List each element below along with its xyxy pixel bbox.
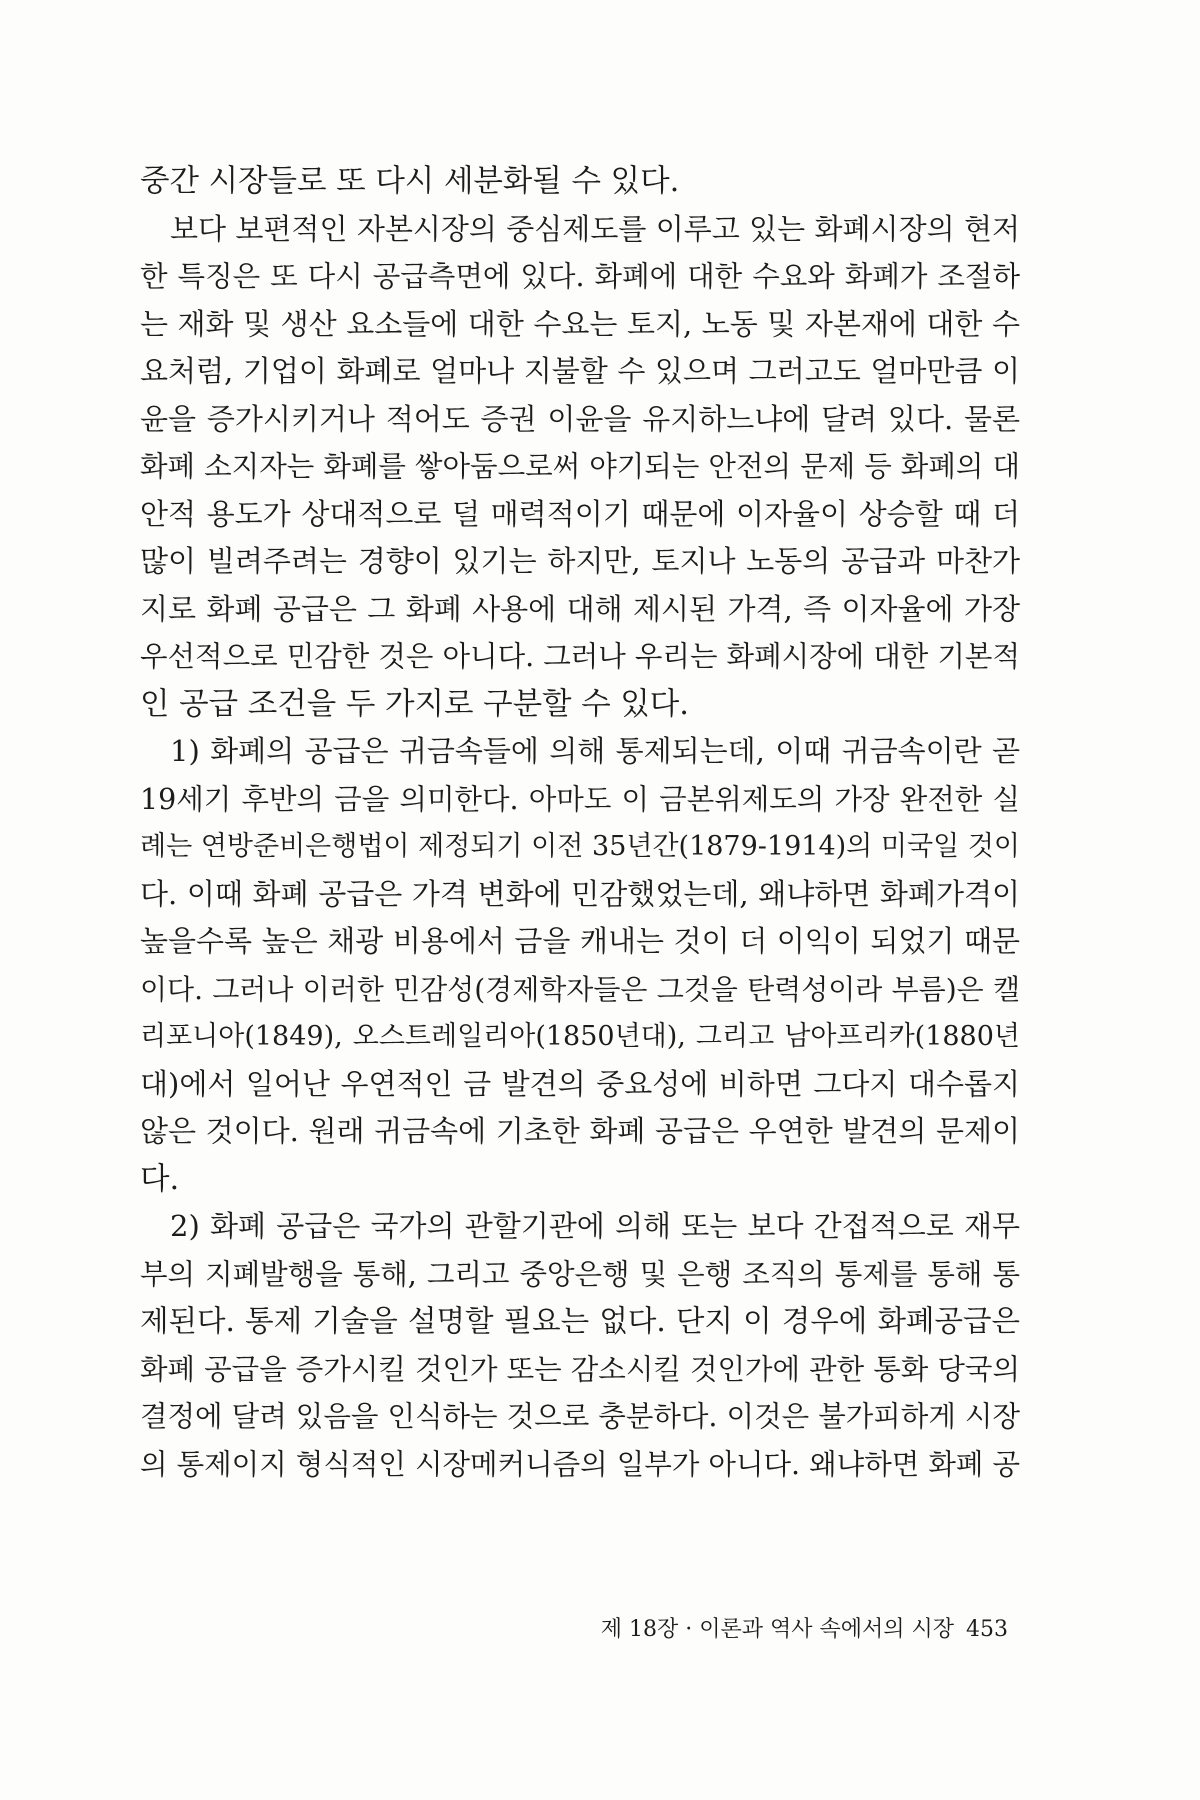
text-line: 않은 것이다. 원래 귀금속에 기초한 화폐 공급은 우연한 발견의 문제이 [140,1114,1020,1148]
text-line: 다. [140,1161,180,1197]
text-line: 2) 화폐 공급은 국가의 관할기관에 의해 또는 보다 간접적으로 재무 [170,1209,1020,1243]
text-line: 대)에서 일어난 우연적인 금 발견의 중요성에 비하면 그다지 대수롭지 [140,1066,1020,1101]
text-line: 19세기 후반의 금을 의미한다. 아마도 이 금본위제도의 가장 완전한 실 [140,782,1020,816]
text-line: 1) 화폐의 공급은 귀금속들에 의해 통제되는데, 이때 귀금속이란 곧 [170,734,1020,768]
text-line: 는 재화 및 생산 요소들에 대한 수요는 토지, 노동 및 자본재에 대한 수 [140,306,1020,341]
running-head: 제 18장 · 이론과 역사 속에서의 시장 [600,1617,954,1642]
text-line: 한 특징은 또 다시 공급측면에 있다. 화폐에 대한 수요와 화폐가 조절하 [140,260,1020,293]
text-line: 안적 용도가 상대적으로 덜 매력적이기 때문에 이자율이 상승할 때 더 [140,496,1020,531]
text-line: 윤을 증가시키거나 적어도 증권 이윤을 유지하느냐에 달려 있다. 물론 [140,401,1020,436]
text-line: 례는 연방준비은행법이 제정되기 이전 35년간(1879-1914)의 미국일 것이 [140,831,1020,862]
page-number: 453 [966,1617,1008,1642]
text-line: 요처럼, 기업이 화폐로 얼마나 지불할 수 있으며 그러고도 얼마만큼 이 [140,354,1020,388]
text-line: 다. 이때 화폐 공급은 가격 변화에 민감했었는데, 왜냐하면 화폐가격이 [140,876,1020,911]
text-line: 우선적으로 민감한 것은 아니다. 그러나 우리는 화폐시장에 대한 기본적 [140,640,1020,673]
text-line: 중간 시장들로 또 다시 세분화될 수 있다. [140,164,680,199]
text-line: 리포니아(1849), 오스트레일리아(1850년대), 그리고 남아프리카(1880년 [140,1021,1020,1052]
text-line: 지로 화폐 공급은 그 화폐 사용에 대해 제시된 가격, 즉 이자율에 가장 [140,591,1020,626]
body-text [140,158,1020,1488]
text-line: 결정에 달려 있음을 인식하는 것으로 충분하다. 이것은 불가피하게 시장 [140,1400,1020,1433]
page-footer [601,1612,1008,1643]
text-line: 부의 지폐발행을 통해, 그리고 중앙은행 및 은행 조직의 통제를 통해 통 [140,1257,1020,1291]
text-line: 화폐 소지자는 화폐를 쌓아둠으로써 야기되는 안전의 문제 등 화폐의 대 [140,450,1020,483]
text-line: 이다. 그러나 이러한 민감성(경제학자들은 그것을 탄력성이라 부름)은 캘 [140,972,1020,1006]
text-line: 의 통제이지 형식적인 시장메커니즘의 일부가 아니다. 왜냐하면 화폐 공 [140,1447,1020,1481]
text-line: 높을수록 높은 채광 비용에서 금을 캐내는 것이 더 이익이 되었기 때문 [140,924,1020,958]
text-line: 보다 보편적인 자본시장의 중심제도를 이루고 있는 화폐시장의 현저 [170,211,1020,246]
text-line: 인 공급 조건을 두 가지로 구분할 수 있다. [140,686,689,722]
text-line: 제된다. 통제 기술을 설명할 필요는 없다. 단지 이 경우에 화폐공급은 [140,1304,1020,1338]
text-line: 많이 빌려주려는 경향이 있기는 하지만, 토지나 노동의 공급과 마찬가 [140,544,1020,578]
text-line: 화폐 공급을 증가시킬 것인가 또는 감소시킬 것인가에 관한 통화 당국의 [140,1352,1020,1386]
